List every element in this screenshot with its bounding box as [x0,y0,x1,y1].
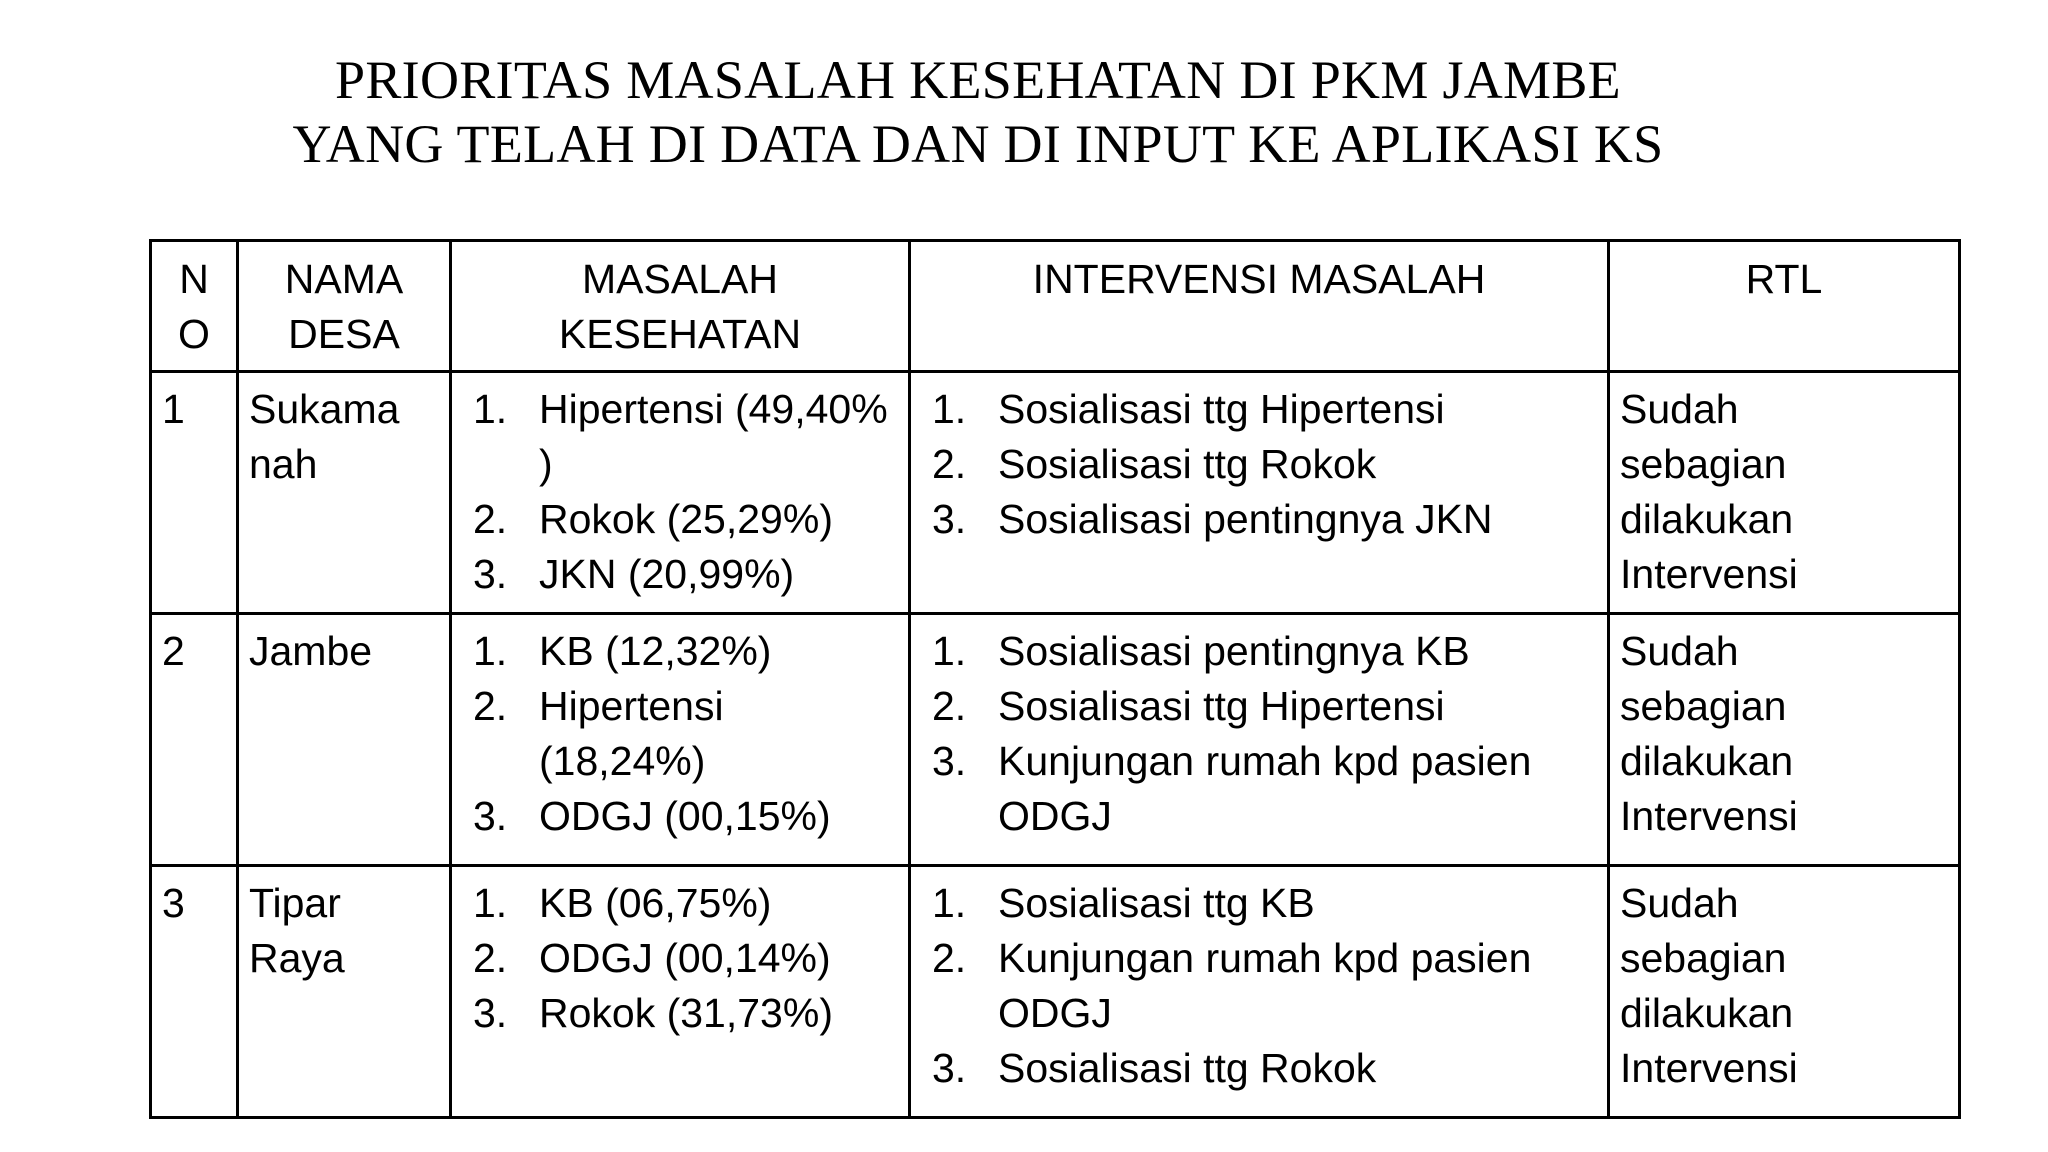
list-text: KB (12,32%) [539,628,772,674]
rtl-line: sebagian [1620,683,1787,729]
list-text: JKN (20,99%) [539,551,795,597]
list-number: 2. [932,935,967,981]
header-no [151,241,238,372]
list-number: 2. [473,683,508,729]
list-number: 1. [932,628,967,674]
table-header-row [151,241,1960,372]
table-row [151,614,1960,866]
header-no-line-1: N [179,256,209,302]
list-text: Hipertensi (18,24%) [539,683,724,784]
rtl-line: Sudah [1620,880,1739,926]
list-item [921,437,1597,492]
header-nama-desa [238,241,451,372]
list-number: 2. [932,441,967,487]
cell-intervensi [910,372,1609,614]
desa-line-2: nah [249,441,318,487]
list-number: 1. [473,386,508,432]
desa-line-1: Jambe [249,628,373,674]
intervensi-list [921,876,1597,1096]
list-number: 1. [473,628,508,674]
header-rtl [1609,241,1960,372]
list-number: 2. [932,683,967,729]
masalah-list [462,382,898,602]
cell-intervensi [910,614,1609,866]
cell-masalah [451,614,910,866]
rtl-line: sebagian [1620,441,1787,487]
header-desa-line-1: NAMA [284,256,404,302]
cell-no: 2 [151,614,238,866]
list-text: Sosialisasi ttg Rokok [998,441,1377,487]
list-number: 3. [473,551,508,597]
page-title-line-2: YANG TELAH DI DATA DAN DI INPUT KE APLIKASI KS [292,114,1664,174]
rtl-line: Intervensi [1620,551,1798,597]
cell-nama-desa [238,372,451,614]
header-intervensi-masalah [910,241,1609,372]
list-number: 1. [932,386,967,432]
header-masalah-kesehatan [451,241,910,372]
list-text: Sosialisasi ttg Hipertensi [998,683,1445,729]
desa-line-1: Sukama [249,386,400,432]
cell-no: 3 [151,866,238,1118]
table-row [151,866,1960,1118]
rtl-line: Intervensi [1620,793,1798,839]
desa-line-2: Raya [249,935,345,981]
rtl-line: dilakukan [1620,496,1794,542]
list-number: 3. [932,496,967,542]
list-item [921,876,1597,931]
list-item [921,734,1597,844]
list-text: Kunjungan rumah kpd pasien ODGJ [998,935,1532,1036]
rtl-line: Sudah [1620,386,1739,432]
list-text: KB (06,75%) [539,880,772,926]
masalah-list [462,624,898,844]
header-masalah-line-1: MASALAH [582,256,778,302]
list-item [462,547,898,602]
cell-rtl [1609,372,1960,614]
list-item [921,492,1597,547]
masalah-list [462,876,898,1041]
list-number: 3. [473,793,508,839]
cell-masalah [451,372,910,614]
list-item [462,931,898,986]
list-number: 2. [473,935,508,981]
list-number: 1. [932,880,967,926]
rtl-line: sebagian [1620,935,1787,981]
list-number: 3. [473,990,508,1036]
cell-nama-desa [238,614,451,866]
list-text: Sosialisasi ttg KB [998,880,1315,926]
cell-intervensi [910,866,1609,1118]
cell-nama-desa [238,866,451,1118]
page-title-line-1: PRIORITAS MASALAH KESEHATAN DI PKM JAMBE [335,50,1621,110]
cell-no: 1 [151,372,238,614]
list-text: Sosialisasi ttg Hipertensi [998,386,1445,432]
list-item [921,382,1597,437]
intervensi-list [921,382,1597,547]
header-masalah-line-2: KESEHATAN [558,311,802,357]
priority-problems-table [149,239,1961,1119]
intervensi-list [921,624,1597,844]
list-text: Kunjungan rumah kpd pasien ODGJ [998,738,1532,839]
rtl-line: dilakukan [1620,738,1794,784]
rtl-line: Intervensi [1620,1045,1798,1091]
rtl-line: dilakukan [1620,990,1794,1036]
list-item [921,624,1597,679]
list-item [462,679,898,789]
header-no-line-2: O [178,311,210,357]
list-item [462,876,898,931]
desa-line-1: Tipar [249,880,341,926]
list-number: 3. [932,1045,967,1091]
list-item [921,1041,1597,1096]
list-text: Rokok (25,29%) [539,496,833,542]
list-text: Sosialisasi pentingnya KB [998,628,1470,674]
cell-rtl [1609,614,1960,866]
list-text: ODGJ (00,14%) [539,935,831,981]
header-intervensi-label: INTERVENSI MASALAH [1032,256,1486,302]
list-item [921,931,1597,1041]
list-text: Sosialisasi pentingnya JKN [998,496,1493,542]
list-number: 2. [473,496,508,542]
header-desa-line-2: DESA [288,311,400,357]
list-text: Sosialisasi ttg Rokok [998,1045,1377,1091]
list-item [462,492,898,547]
list-item [462,986,898,1041]
list-item [462,624,898,679]
table-row [151,372,1960,614]
list-item [462,382,898,492]
list-text: ODGJ (00,15%) [539,793,831,839]
cell-masalah [451,866,910,1118]
list-item [921,679,1597,734]
list-text: Rokok (31,73%) [539,990,833,1036]
rtl-line: Sudah [1620,628,1739,674]
list-text: Hipertensi (49,40% ) [539,386,888,487]
list-number: 1. [473,880,508,926]
list-number: 3. [932,738,967,784]
header-rtl-label: RTL [1745,256,1823,302]
cell-rtl [1609,866,1960,1118]
list-item [462,789,898,844]
